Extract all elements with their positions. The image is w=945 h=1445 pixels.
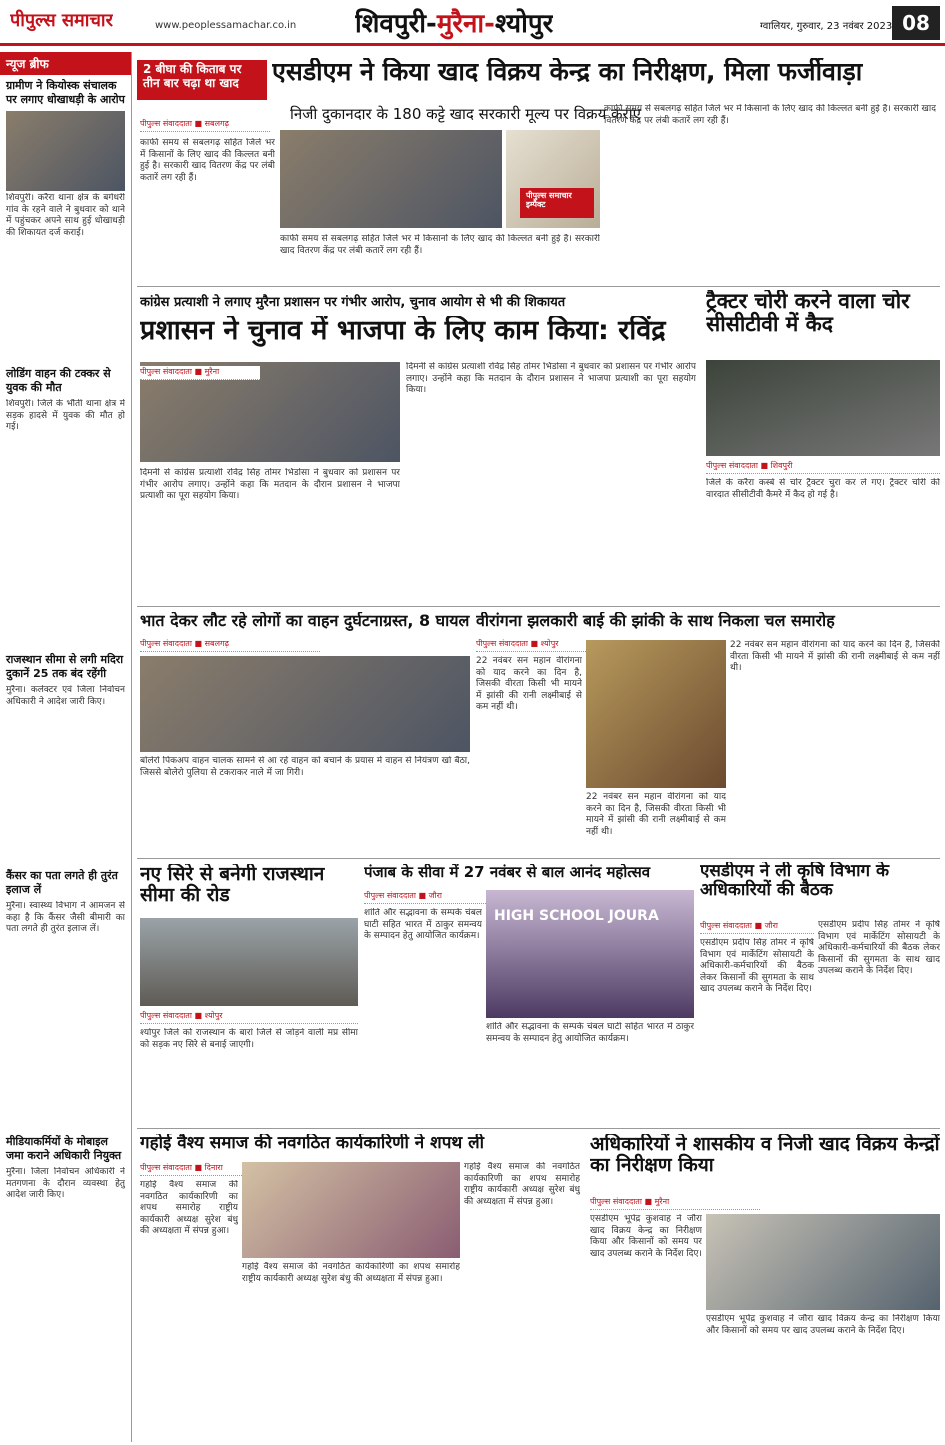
website-url[interactable]: www.peoplessamachar.co.in (155, 20, 297, 31)
story2-headline: प्रशासन ने चुनाव में भाजपा के लिए काम किया: रविंद्र (140, 316, 666, 346)
divider (137, 286, 940, 287)
story10-headline: अधिकारियों ने शासकीय व निजी खाद विक्रय केन्द्रों का निरीक्षण किया (590, 1134, 940, 1176)
news-brief-label: न्यूज ब्रीफ (0, 52, 131, 75)
road-photo (140, 918, 358, 1006)
story2-byline: पीपुल्स संवाददाता ■ मुरैना (140, 366, 260, 380)
school-photo (486, 890, 694, 1018)
brief-text: मुरैना। कलेक्टर एवं जिला निर्वाचन अधिकारी ने आदेश जारी किए। (6, 685, 125, 707)
story7-headline: पंजाब के सीवा में 27 नवंबर से बाल आनंद महोत्सव (364, 864, 651, 881)
impact-badge: पीपुल्स समाचार इम्पैक्ट (520, 188, 594, 218)
story1-body-2: काफी समय से सबलगढ़ सहित जिले भर में किसानों के लिए खाद की किल्लत बनी हुई है। सरकारी खाद वितरण केंद्र पर लंबी कतारें लग रही हैं। (280, 234, 600, 256)
brief-text: मुरैना। स्वास्थ्य विभाग ने आमजन से कहा है कि कैंसर जैसी बीमारी का पता लगते ही तुरंत इलाज लें। (6, 901, 125, 934)
newspaper-logo: पीपुल्स समाचार (10, 10, 113, 31)
story9-body: गहोई वैश्य समाज की नवगठित कार्यकारिणी का शपथ समारोह राष्ट्रीय कार्यकारी अध्यक्ष सुरेश बंधु की अध्यक्षता में संपन्न हुआ। (140, 1180, 238, 1236)
story1-headline: एसडीएम ने किया खाद विक्रय केन्द्र का निरीक्षण, मिला फर्जीवाड़ा (272, 58, 863, 86)
edition-title (355, 4, 553, 40)
story1-subhead: निजी दुकानदार के 180 कट्टे खाद सरकारी मूल्य पर विक्रय कराए (290, 105, 641, 123)
brief-title: राजस्थान सीमा से लगी मदिरा दुकानें 25 तक बंद रहेंगी (6, 653, 124, 680)
story5-body: 22 नवंबर सन महान वीरांगना को याद करने का दिन है, जिसकी वीरता किसी भी मायने में झांसी की रानी लक्ष्मीबाई से कम नहीं थी। (476, 656, 582, 712)
brief-text: शिवपुरी। जिले के भौंती थाना क्षेत्र में सड़क हादसे में युवक की मौत हो गई। (6, 399, 125, 432)
edition-title-c: श्योपुर (494, 9, 554, 39)
inspection-photo (706, 1214, 940, 1310)
brief-title: ग्रामीण ने कियोस्क संचालक पर लगाए धोखाधड़ी के आरोप (6, 79, 125, 106)
story2-body-2: दिमनी से कांग्रेस प्रत्याशी रविंद्र सिंह तोमर भिडोसा ने बुधवार को प्रशासन पर गंभीर आरोप लगाए। उन्होंने कहा कि मतदान के दौरान प्रशासन ने भाजपा प्रत्याशी का पूरा सहयोग किया। (140, 468, 400, 501)
story8-byline: पीपुल्स संवाददाता ■ जौरा (700, 920, 814, 934)
story5-byline: पीपुल्स संवाददाता ■ श्योपुर (476, 638, 626, 652)
story7-byline: पीपुल्स संवाददाता ■ जौरा (364, 890, 494, 904)
story10-body: एसडीएम भूपेंद्र कुशवाह ने जौरा खाद विक्रय केन्द्र का निरीक्षण किया और किसानों को समय पर खाद उपलब्ध कराने के निर्देश दिए। (590, 1214, 702, 1259)
jhanki-photo (586, 640, 726, 788)
story6-byline: पीपुल्स संवाददाता ■ श्योपुर (140, 1010, 358, 1024)
story1-body-3: काफी समय से सबलगढ़ सहित जिले भर में किसानों के लिए खाद की किल्लत बनी हुई है। सरकारी खाद वितरण केंद्र पर लंबी कतारें लग रही हैं। (604, 104, 936, 126)
story5-headline: वीरांगना झलकारी बाई की झांकी के साथ निकला चल समारोह (476, 612, 835, 630)
brief-title: कैंसर का पता लगते ही तुरंत इलाज लें (6, 869, 118, 896)
news-brief-sidebar (0, 52, 132, 1442)
story4-body: बोलेरो पिकअप वाहन चालक सामने से आ रहे वाहन को बचाने के प्रयास में वाहन से नियंत्रण खो बैठा, जिससे बोलेरो पुलिया से टकराकर नाले में जा गिरी। (140, 756, 470, 778)
edition-title-b: मुरैना- (436, 9, 495, 39)
samaj-photo (242, 1162, 460, 1258)
story6-headline: नए सिरे से बनेगी राजस्थान सीमा की रोड (140, 864, 325, 906)
brief-title: मीडियाकर्मियों के मोबाइल जमा कराने अधिकारी नियुक्त (6, 1135, 122, 1162)
masthead (0, 0, 945, 46)
brief-text: शिवपुरी। करैरा थाना क्षेत्र के बगेधरी गांव के रहने वाले ने बुधवार को थाने में पहुंचकर अपने साथ हुई धोखाधड़ी की शिकायत दर्ज कराई। (6, 193, 125, 238)
story6-body: श्योपुर जिले को राजस्थान के बारां जिले से जोड़ने वाली मप्र सीमा को सड़क नए सिरे से बनाई जाएगी। (140, 1028, 358, 1050)
story8-body: एसडीएम प्रदीप सिंह तोमर ने कृषि विभाग एवं मार्केटिंग सोसायटी के अधिकारी-कर्मचारियों की बैठक लेकर किसानों की सुगमता के साथ खाद उपलब्ध कराने के निर्देश दिए। (700, 938, 814, 994)
story7-body-2: शांति और सद्भावना के सम्पर्क चंबल घाटी सहित भारत में ठाकुर समन्वय के सम्पादन हेतु आयोजित कार्यक्रम। (486, 1022, 694, 1044)
story9-body-3: गहोई वैश्य समाज की नवगठित कार्यकारिणी का शपथ समारोह राष्ट्रीय कार्यकारी अध्यक्ष सुरेश बंधु की अध्यक्षता में संपन्न हुआ। (464, 1162, 580, 1207)
story3-byline: पीपुल्स संवाददाता ■ शिवपुरी (706, 460, 940, 474)
issue-date: ग्वालियर, गुरुवार, 23 नवंबर 2023 (760, 21, 893, 32)
story1-photo (280, 130, 502, 228)
story9-headline: गहोई वैश्य समाज की नवगठित कार्यकारिणी ने शपथ ली (140, 1134, 485, 1153)
story5-body-2: 22 नवंबर सन महान वीरांगना को याद करने का दिन है, जिसकी वीरता किसी भी मायने में झांसी की रानी लक्ष्मीबाई से कम नहीं थी। (586, 792, 726, 837)
story8-headline: एसडीएम ने ली कृषि विभाग के अधिकारियों की बैठक (700, 862, 890, 900)
divider (137, 606, 940, 607)
story1-byline: पीपुल्स संवाददाता ■ सबलगढ़ (140, 118, 270, 132)
story3-body: जिले के करैरा कस्बे से चोर ट्रैक्टर चुरा कर ले गए। ट्रैक्टर चोरी की वारदात सीसीटीवी कैमरे में कैद हो गई है। (706, 478, 940, 500)
cctv-photo (706, 360, 940, 456)
brief-photo (6, 111, 125, 191)
brief-text: मुरैना। जिला निर्वाचन अधिकारी ने मतगणना के दौरान व्यवस्था हेतु आदेश जारी किए। (6, 1167, 125, 1200)
story1-tag: 2 बीघा की किताब पर तीन बार चढ़ा था खाद (137, 60, 267, 100)
page-number: 08 (892, 6, 940, 40)
story7-body: शांति और सद्भावना के सम्पर्क चंबल घाटी सहित भारत में ठाकुर समन्वय के सम्पादन हेतु आयोजित कार्यक्रम। (364, 908, 482, 941)
divider (137, 858, 940, 859)
story10-body-2: एसडीएम भूपेंद्र कुशवाह ने जौरा खाद विक्रय केन्द्र का निरीक्षण किया और किसानों को समय पर खाद उपलब्ध कराने के निर्देश दिए। (706, 1314, 940, 1336)
school-sign: HIGH SCHOOL JOURA (494, 908, 659, 924)
story9-byline: पीपुल्स संवाददाता ■ दिनारा (140, 1162, 290, 1176)
story9-body-2: गहोई वैश्य समाज की नवगठित कार्यकारिणी का शपथ समारोह राष्ट्रीय कार्यकारी अध्यक्ष सुरेश बंधु की अध्यक्षता में संपन्न हुआ। (242, 1262, 460, 1284)
story8-body-2: एसडीएम प्रदीप सिंह तोमर ने कृषि विभाग एवं मार्केटिंग सोसायटी के अधिकारी-कर्मचारियों की बैठक लेकर किसानों की सुगमता के साथ खाद उपलब्ध कराने के निर्देश दिए। (818, 920, 940, 976)
story10-byline: पीपुल्स संवाददाता ■ मुरैना (590, 1196, 760, 1210)
story3-headline: ट्रैक्टर चोरी करने वाला चोर सीसीटीवी में कैद (706, 290, 910, 337)
edition-title-a: शिवपुरी- (355, 9, 437, 39)
story5-body-3: 22 नवंबर सन महान वीरांगना को याद करने का दिन है, जिसकी वीरता किसी भी मायने में झांसी की रानी लक्ष्मीबाई से कम नहीं थी। (730, 640, 940, 673)
story4-headline: भात देकर लौट रहे लोगों का वाहन दुर्घटनाग्रस्त, 8 घायल (140, 612, 470, 630)
accident-photo (140, 656, 470, 752)
election-banner: कांग्रेस प्रत्याशी ने लगाए मुरैना प्रशासन पर गंभीर आरोप, चुनाव आयोग से भी की शिकायत (140, 295, 566, 310)
brief-title: लोडिंग वाहन की टक्कर से युवक की मौत (6, 367, 111, 394)
story4-byline: पीपुल्स संवाददाता ■ सबलगढ़ (140, 638, 320, 652)
story1-body: काफी समय से सबलगढ़ सहित जिले भर में किसानों के लिए खाद की किल्लत बनी हुई है। सरकारी खाद वितरण केंद्र पर लंबी कतारें लग रही हैं। (140, 138, 275, 183)
story2-body: दिमनी से कांग्रेस प्रत्याशी रविंद्र सिंह तोमर भिडोसा ने बुधवार को प्रशासन पर गंभीर आरोप लगाए। उन्होंने कहा कि मतदान के दौरान प्रशासन ने भाजपा प्रत्याशी का पूरा सहयोग किया। (406, 362, 696, 395)
divider (137, 1128, 940, 1129)
